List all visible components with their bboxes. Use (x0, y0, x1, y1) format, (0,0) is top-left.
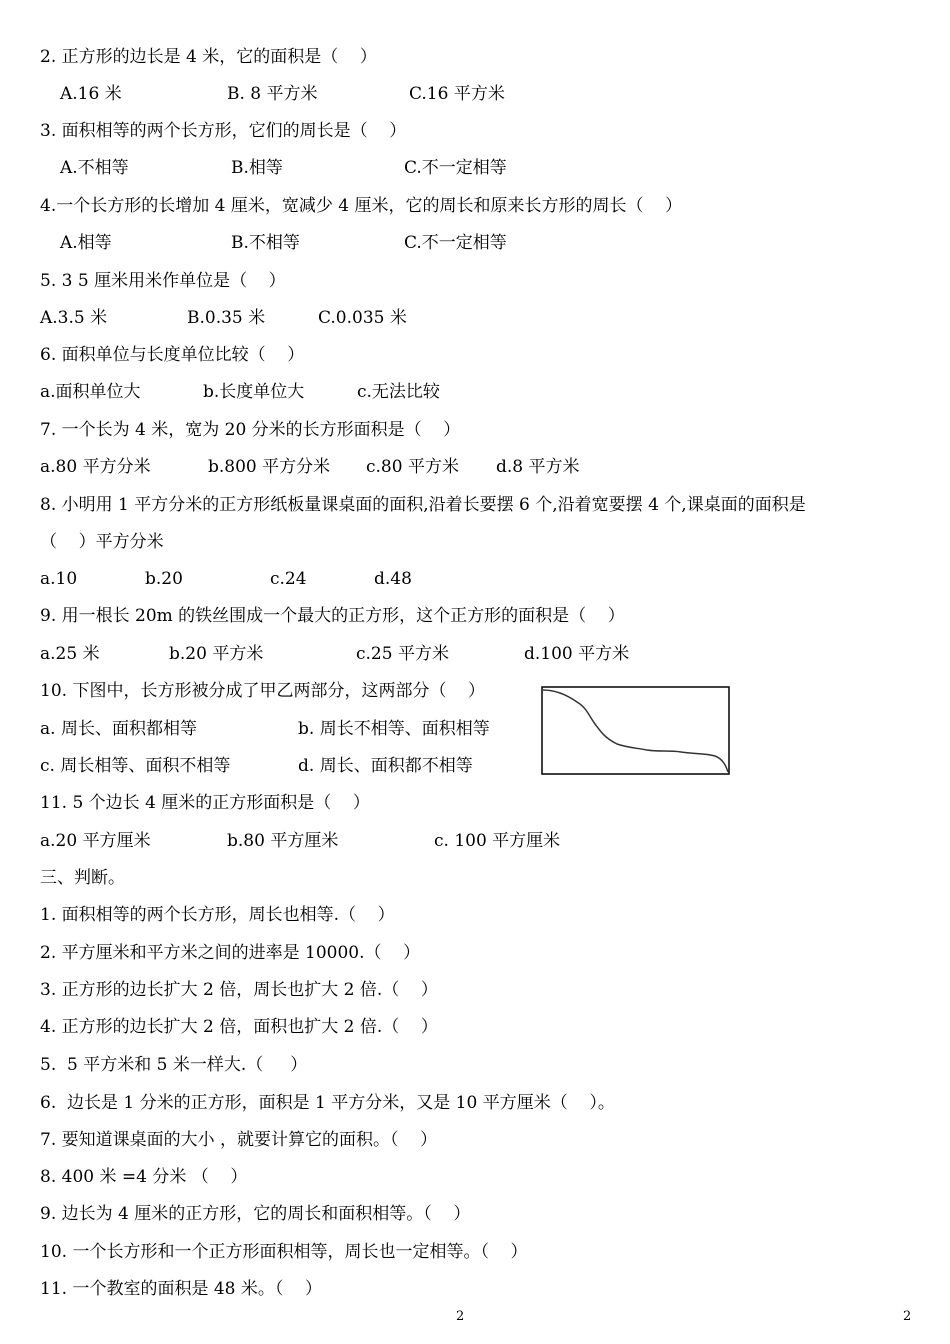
divided-rectangle-figure (541, 686, 730, 775)
q10-option-a: a. 周长、面积都相等 (40, 719, 197, 739)
question-3: 3. 面积相等的两个长方形，它们的周长是（ ） (40, 121, 407, 141)
judge-item-2: 2. 平方厘米和平方米之间的进率是 10000.（ ） (40, 943, 421, 963)
q2-option-b: B. 8 平方米 (227, 84, 318, 104)
question-5: 5. 3 5 厘米用米作单位是（ ） (40, 271, 286, 291)
q9-option-d: d.100 平方米 (524, 644, 630, 664)
q9-option-a: a.25 米 (40, 644, 100, 664)
q6-option-a: a.面积单位大 (40, 382, 141, 402)
question-7: 7. 一个长为 4 米，宽为 20 分米的长方形面积是（ ） (40, 420, 461, 440)
q7-option-d: d.8 平方米 (496, 457, 580, 477)
question-6: 6. 面积单位与长度单位比较（ ） (40, 345, 305, 365)
q2-option-a: A.16 米 (60, 84, 122, 104)
q2-option-c: C.16 平方米 (409, 84, 505, 104)
q7-option-a: a.80 平方分米 (40, 457, 151, 477)
q8-option-a: a.10 (40, 569, 78, 589)
question-11: 11. 5 个边长 4 厘米的正方形面积是（ ） (40, 793, 370, 813)
q8-option-c: c.24 (270, 569, 307, 589)
q6-option-b: b.长度单位大 (203, 382, 305, 402)
question-8: 8. 小明用 1 平方分米的正方形纸板量课桌面的面积,沿着长要摆 6 个,沿着宽要摆 4 个,课桌面的面积是 (40, 495, 806, 515)
q11-option-b: b.80 平方厘米 (227, 831, 339, 851)
judge-item-9: 9. 边长为 4 厘米的正方形，它的周长和面积相等。（ ） (40, 1204, 471, 1224)
judge-item-4: 4. 正方形的边长扩大 2 倍，面积也扩大 2 倍.（ ） (40, 1017, 438, 1037)
q3-option-b: B.相等 (231, 158, 283, 178)
section-3-heading: 三、判断。 (40, 868, 125, 888)
q3-option-c: C.不一定相等 (404, 158, 507, 178)
q4-option-a: A.相等 (60, 233, 112, 253)
question-2: 2. 正方形的边长是 4 米，它的面积是（ ） (40, 47, 377, 67)
question-8-cont: （ ）平方分米 (40, 532, 164, 552)
question-4: 4.一个长方形的长增加 4 厘米，宽减少 4 厘米，它的周长和原来长方形的周长（ ） (40, 196, 683, 216)
judge-item-3: 3. 正方形的边长扩大 2 倍，周长也扩大 2 倍.（ ） (40, 980, 438, 1000)
figure-rectangle-outline (542, 687, 729, 774)
judge-item-6: 6. 边长是 1 分米的正方形，面积是 1 平方分米，又是 10 平方厘米（ ）。 (40, 1093, 615, 1113)
q5-option-b: B.0.35 米 (187, 308, 266, 328)
judge-item-1: 1. 面积相等的两个长方形，周长也相等.（ ） (40, 905, 395, 925)
judge-item-10: 10. 一个长方形和一个正方形面积相等，周长也一定相等。（ ） (40, 1242, 528, 1262)
judge-item-5: 5. 5 平方米和 5 米一样大.（ ） (40, 1055, 308, 1075)
question-9: 9. 用一根长 20m 的铁丝围成一个最大的正方形，这个正方形的面积是（ ） (40, 606, 625, 626)
judge-item-7: 7. 要知道课桌面的大小 ，就要计算它的面积。（ ） (40, 1130, 438, 1150)
q5-option-c: C.0.035 米 (318, 308, 407, 328)
q4-option-b: B.不相等 (231, 233, 300, 253)
q6-option-c: c.无法比较 (357, 382, 440, 402)
q8-option-d: d.48 (374, 569, 412, 589)
q11-option-a: a.20 平方厘米 (40, 831, 151, 851)
q11-option-c: c. 100 平方厘米 (434, 831, 561, 851)
q4-option-c: C.不一定相等 (404, 233, 507, 253)
q10-option-c: c. 周长相等、面积不相等 (40, 756, 231, 776)
q8-option-b: b.20 (145, 569, 183, 589)
q10-option-d: d. 周长、面积都不相等 (298, 756, 473, 776)
judge-item-8: 8. 400 米 =4 分米 （ ） (40, 1167, 248, 1187)
q5-option-a: A.3.5 米 (40, 308, 108, 328)
question-10: 10. 下图中，长方形被分成了甲乙两部分，这两部分（ ） (40, 681, 486, 701)
q7-option-c: c.80 平方米 (366, 457, 459, 477)
page-number: 2 (456, 1309, 465, 1324)
page-number-corner: 2 (903, 1309, 912, 1324)
q3-option-a: A.不相等 (60, 158, 129, 178)
q10-option-b: b. 周长不相等、面积相等 (298, 719, 490, 739)
q9-option-c: c.25 平方米 (356, 644, 449, 664)
judge-item-11: 11. 一个教室的面积是 48 米。（ ） (40, 1279, 322, 1299)
q9-option-b: b.20 平方米 (169, 644, 264, 664)
q7-option-b: b.800 平方分米 (208, 457, 331, 477)
